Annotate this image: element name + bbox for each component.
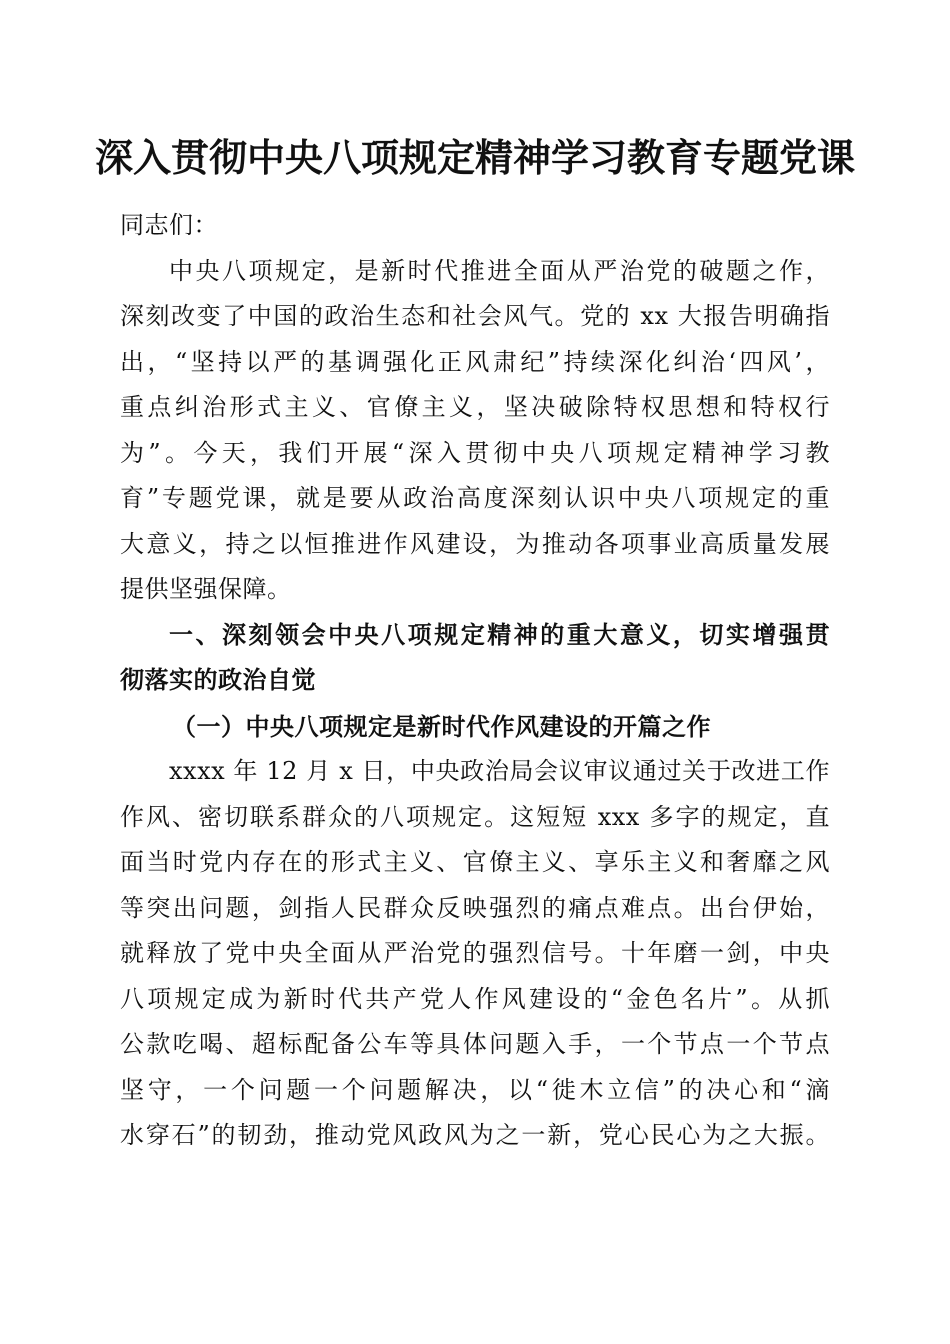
paragraph-line: 坚守，一个问题一个问题解决，以“徙木立信”的决心和“滴 [120,1075,830,1104]
document-body [120,203,830,1159]
salutation: 同志们： [120,211,218,239]
paragraph-line: 面当时党内存在的形式主义、官僚主义、享乐主义和奢靡之风 [120,848,830,876]
paragraph-line: 育”专题党课，就是要从政治高度深刻认识中央八项规定的重 [120,484,830,512]
paragraph-line: 为”。今天，我们开展“深入贯彻中央八项规定精神学习教 [120,438,830,467]
document-title: 深入贯彻中央八项规定精神学习教育专题党课 [94,135,855,180]
paragraph-line: 公款吃喝、超标配备公车等具体问题入手，一个节点一个节点 [120,1030,830,1058]
subsection-heading: （一）中央八项规定是新时代作风建设的开篇之作 [172,711,711,741]
section-heading: 一、深刻领会中央八项规定精神的重大意义，切实增强贯 [169,620,830,649]
paragraph-line: 重点纠治形式主义、官僚主义，坚决破除特权思想和特权行 [120,393,830,421]
paragraph-line: xxxx 年 12 月 x 日，中央政治局会议审议通过关于改进工作 [169,757,830,785]
paragraph-line: 出，“坚持以严的基调强化正风肃纪”持续深化纠治‘四风’， [120,347,830,376]
paragraph-line: 中央八项规定，是新时代推进全面从严治党的破题之作， [169,256,830,285]
paragraph-line: 作风、密切联系群众的八项规定。这短短 xxx 多字的规定，直 [120,802,830,831]
paragraph-line: 就释放了党中央全面从严治党的强烈信号。十年磨一剑，中央 [120,939,830,967]
section-heading: 彻落实的政治自觉 [120,666,316,694]
paragraph-line: 等突出问题，剑指人民群众反映强烈的痛点难点。出台伊始， [120,893,830,922]
paragraph-line: 提供坚强保障。 [120,575,292,603]
paragraph-line: 大意义，持之以恒推进作风建设，为推动各项事业高质量发展 [120,529,830,558]
paragraph-line: 深刻改变了中国的政治生态和社会风气。党的 xx 大报告明确指 [120,302,830,330]
paragraph-line: 八项规定成为新时代共产党人作风建设的“金色名片”。从抓 [120,984,830,1013]
paragraph-line: 水穿石”的韧劲，推动党风政风为之一新，党心民心为之大振。 [120,1121,830,1149]
